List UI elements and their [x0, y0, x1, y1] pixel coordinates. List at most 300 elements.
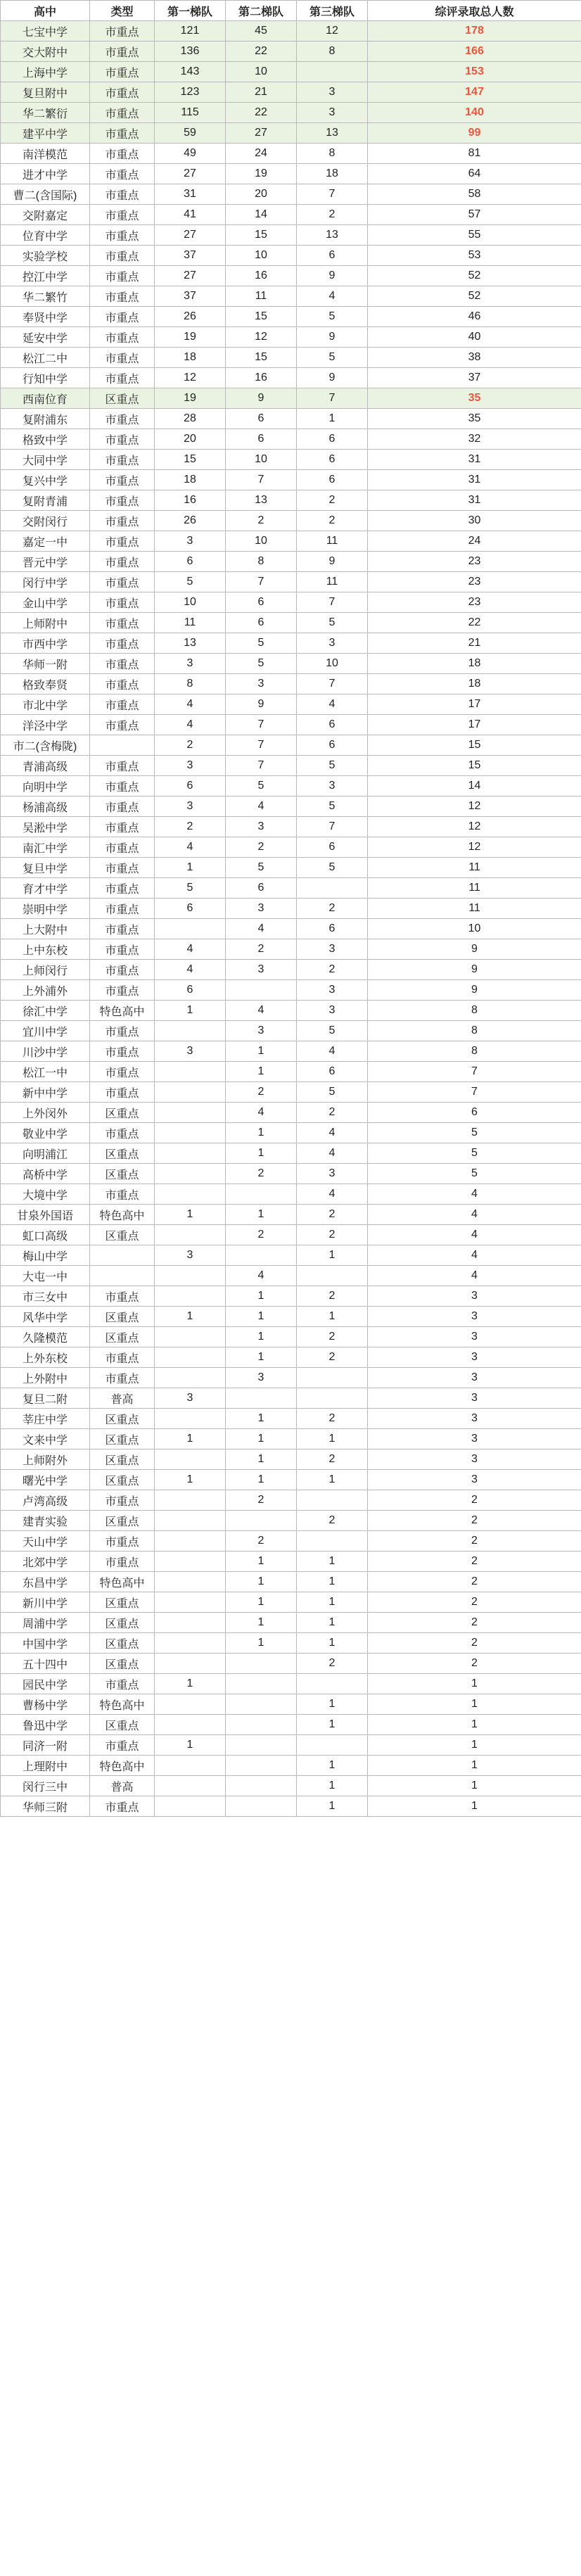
- cell-tier2: 3: [226, 899, 297, 919]
- cell-type: 特色高中: [90, 1694, 155, 1715]
- cell-tier3: 13: [297, 225, 368, 246]
- cell-type: 市重点: [90, 531, 155, 552]
- cell-tier1: [155, 919, 226, 939]
- cell-school: 曹杨中学: [1, 1694, 90, 1715]
- cell-type: 市重点: [90, 450, 155, 470]
- cell-school: 建青实验: [1, 1511, 90, 1531]
- cell-total: 1: [368, 1776, 581, 1796]
- cell-school: 五十四中: [1, 1654, 90, 1674]
- table-row: [1, 613, 581, 633]
- cell-school: 松江二中: [1, 348, 90, 368]
- cell-tier1: [155, 1368, 226, 1388]
- cell-tier3: 6: [297, 919, 368, 939]
- table-header-row: [1, 1, 581, 21]
- cell-type: 市重点: [90, 960, 155, 980]
- cell-total: 9: [368, 939, 581, 960]
- table-row: [1, 633, 581, 654]
- cell-tier1: 10: [155, 592, 226, 613]
- cell-tier3: 6: [297, 246, 368, 266]
- cell-tier2: 7: [226, 756, 297, 776]
- cell-tier2: 1: [226, 1327, 297, 1347]
- cell-type: 市重点: [90, 919, 155, 939]
- table-row: [1, 1205, 581, 1225]
- cell-tier2: 2: [226, 1164, 297, 1184]
- cell-tier3: 2: [297, 1327, 368, 1347]
- cell-tier2: 16: [226, 368, 297, 388]
- cell-school: 园民中学: [1, 1674, 90, 1694]
- cell-school: 徐汇中学: [1, 1001, 90, 1021]
- cell-tier1: 143: [155, 62, 226, 82]
- cell-tier1: 16: [155, 490, 226, 511]
- cell-tier1: [155, 1776, 226, 1796]
- cell-tier2: 45: [226, 21, 297, 42]
- cell-tier1: 6: [155, 980, 226, 1001]
- cell-school: 上大附中: [1, 919, 90, 939]
- cell-type: 市重点: [90, 1123, 155, 1143]
- cell-tier3: 7: [297, 674, 368, 694]
- cell-tier2: [226, 1756, 297, 1776]
- cell-tier2: 10: [226, 531, 297, 552]
- cell-tier1: 49: [155, 144, 226, 164]
- cell-total: 3: [368, 1409, 581, 1429]
- table-row: [1, 266, 581, 286]
- cell-tier3: 6: [297, 715, 368, 735]
- table-row: [1, 164, 581, 184]
- cell-tier1: 13: [155, 633, 226, 654]
- table-row: [1, 572, 581, 592]
- cell-type: 市重点: [90, 164, 155, 184]
- cell-type: 区重点: [90, 1164, 155, 1184]
- cell-total: 1: [368, 1694, 581, 1715]
- cell-total: 52: [368, 286, 581, 307]
- cell-total: 3: [368, 1449, 581, 1470]
- cell-tier3: 1: [297, 1776, 368, 1796]
- table-row: [1, 307, 581, 327]
- cell-school: 北郊中学: [1, 1552, 90, 1572]
- cell-tier1: [155, 1531, 226, 1552]
- cell-tier2: 4: [226, 1001, 297, 1021]
- cell-school: 崇明中学: [1, 899, 90, 919]
- cell-type: 特色高中: [90, 1205, 155, 1225]
- cell-tier3: 6: [297, 735, 368, 756]
- cell-tier1: [155, 1082, 226, 1103]
- cell-tier3: 3: [297, 980, 368, 1001]
- table-row: [1, 1388, 581, 1409]
- cell-school: 文来中学: [1, 1429, 90, 1449]
- cell-type: 区重点: [90, 1511, 155, 1531]
- cell-tier1: 2: [155, 735, 226, 756]
- table-row: [1, 674, 581, 694]
- cell-total: 5: [368, 1164, 581, 1184]
- cell-tier3: 3: [297, 1001, 368, 1021]
- cell-tier3: 1: [297, 1694, 368, 1715]
- cell-tier1: [155, 1225, 226, 1245]
- cell-tier2: 8: [226, 552, 297, 572]
- cell-type: [90, 1266, 155, 1286]
- cell-total: 11: [368, 858, 581, 878]
- cell-tier1: 1: [155, 1307, 226, 1327]
- cell-tier1: [155, 1796, 226, 1817]
- cell-total: 4: [368, 1205, 581, 1225]
- cell-tier1: 19: [155, 327, 226, 348]
- cell-type: 市重点: [90, 776, 155, 797]
- cell-tier3: 1: [297, 409, 368, 429]
- cell-type: 市重点: [90, 1286, 155, 1307]
- cell-type: 市重点: [90, 1082, 155, 1103]
- cell-tier1: [155, 1286, 226, 1307]
- cell-total: 2: [368, 1592, 581, 1613]
- cell-tier2: 3: [226, 817, 297, 837]
- table-row: [1, 715, 581, 735]
- cell-tier3: [297, 1388, 368, 1409]
- cell-type: 市重点: [90, 654, 155, 674]
- table-row: [1, 246, 581, 266]
- cell-tier1: 1: [155, 1001, 226, 1021]
- cell-tier3: 9: [297, 368, 368, 388]
- cell-type: 市重点: [90, 980, 155, 1001]
- cell-type: 市重点: [90, 1531, 155, 1552]
- cell-school: 宜川中学: [1, 1021, 90, 1041]
- cell-tier2: 19: [226, 164, 297, 184]
- cell-tier3: [297, 1266, 368, 1286]
- cell-tier1: 5: [155, 878, 226, 899]
- cell-tier3: 3: [297, 633, 368, 654]
- cell-tier3: 9: [297, 327, 368, 348]
- cell-tier2: 4: [226, 919, 297, 939]
- cell-type: 区重点: [90, 1633, 155, 1654]
- cell-tier2: 6: [226, 429, 297, 450]
- cell-tier3: 4: [297, 286, 368, 307]
- cell-total: 35: [368, 409, 581, 429]
- cell-tier1: 3: [155, 1041, 226, 1062]
- table-row: [1, 1225, 581, 1245]
- cell-tier3: 4: [297, 694, 368, 715]
- cell-tier2: 3: [226, 1368, 297, 1388]
- cell-school: 市二(含梅陇): [1, 735, 90, 756]
- table-row: [1, 1307, 581, 1327]
- cell-school: 大境中学: [1, 1184, 90, 1205]
- table-row: [1, 286, 581, 307]
- cell-tier2: 5: [226, 654, 297, 674]
- cell-type: 市重点: [90, 837, 155, 858]
- cell-school: 风华中学: [1, 1307, 90, 1327]
- cell-type: 市重点: [90, 613, 155, 633]
- cell-tier2: 20: [226, 184, 297, 205]
- table-row: [1, 21, 581, 42]
- cell-tier2: 1: [226, 1062, 297, 1082]
- cell-tier3: 2: [297, 511, 368, 531]
- cell-school: 嘉定一中: [1, 531, 90, 552]
- table-row: [1, 1164, 581, 1184]
- cell-tier1: 6: [155, 899, 226, 919]
- table-row: [1, 1143, 581, 1164]
- cell-school: 上师附中: [1, 613, 90, 633]
- cell-tier2: 10: [226, 450, 297, 470]
- table-row: [1, 1592, 581, 1613]
- cell-total: 3: [368, 1347, 581, 1368]
- table-row: [1, 1449, 581, 1470]
- table-row: [1, 797, 581, 817]
- cell-tier3: 10: [297, 654, 368, 674]
- cell-tier1: 27: [155, 225, 226, 246]
- cell-total: 52: [368, 266, 581, 286]
- cell-type: [90, 1245, 155, 1266]
- cell-tier1: 6: [155, 776, 226, 797]
- cell-total: 2: [368, 1552, 581, 1572]
- cell-type: 普高: [90, 1776, 155, 1796]
- cell-total: 58: [368, 184, 581, 205]
- cell-tier2: 15: [226, 348, 297, 368]
- cell-total: 6: [368, 1103, 581, 1123]
- cell-total: 2: [368, 1633, 581, 1654]
- table-row: [1, 1674, 581, 1694]
- cell-school: 洋泾中学: [1, 715, 90, 735]
- cell-total: 12: [368, 837, 581, 858]
- cell-type: 市重点: [90, 797, 155, 817]
- cell-total: 57: [368, 205, 581, 225]
- cell-school: 同济一附: [1, 1735, 90, 1756]
- cell-tier3: 1: [297, 1756, 368, 1776]
- cell-type: 区重点: [90, 1470, 155, 1490]
- cell-school: 闵行中学: [1, 572, 90, 592]
- cell-total: 37: [368, 368, 581, 388]
- table-row: [1, 1776, 581, 1796]
- cell-total: 99: [368, 123, 581, 144]
- cell-tier3: 2: [297, 490, 368, 511]
- cell-tier2: [226, 1796, 297, 1817]
- cell-tier1: [155, 1266, 226, 1286]
- cell-tier1: 136: [155, 42, 226, 62]
- cell-total: 3: [368, 1327, 581, 1347]
- cell-tier3: 11: [297, 531, 368, 552]
- cell-total: 31: [368, 490, 581, 511]
- cell-tier1: [155, 1592, 226, 1613]
- cell-total: 2: [368, 1531, 581, 1552]
- cell-type: 市重点: [90, 1552, 155, 1572]
- cell-school: 鲁迅中学: [1, 1715, 90, 1735]
- cell-type: 市重点: [90, 246, 155, 266]
- cell-tier1: [155, 1572, 226, 1592]
- cell-total: 21: [368, 633, 581, 654]
- cell-school: 上外东校: [1, 1347, 90, 1368]
- cell-tier3: 3: [297, 939, 368, 960]
- cell-tier3: 1: [297, 1429, 368, 1449]
- cell-tier2: 1: [226, 1409, 297, 1429]
- cell-tier3: 4: [297, 1041, 368, 1062]
- cell-tier2: 9: [226, 388, 297, 409]
- cell-tier1: 28: [155, 409, 226, 429]
- cell-total: 53: [368, 246, 581, 266]
- cell-total: 8: [368, 1001, 581, 1021]
- cell-total: 15: [368, 735, 581, 756]
- cell-school: 华二繁竹: [1, 286, 90, 307]
- cell-total: 15: [368, 756, 581, 776]
- cell-tier3: 1: [297, 1633, 368, 1654]
- cell-tier1: 27: [155, 164, 226, 184]
- cell-type: 市重点: [90, 266, 155, 286]
- table-row: [1, 899, 581, 919]
- cell-total: 12: [368, 817, 581, 837]
- table-row: [1, 225, 581, 246]
- cell-tier1: 1: [155, 858, 226, 878]
- cell-total: 7: [368, 1082, 581, 1103]
- cell-tier3: 4: [297, 1143, 368, 1164]
- cell-tier2: 1: [226, 1205, 297, 1225]
- cell-type: 普高: [90, 1388, 155, 1409]
- table-row: [1, 1001, 581, 1021]
- cell-tier1: [155, 1756, 226, 1776]
- cell-tier3: 2: [297, 899, 368, 919]
- cell-type: 区重点: [90, 1327, 155, 1347]
- cell-type: 市重点: [90, 205, 155, 225]
- cell-tier2: 10: [226, 62, 297, 82]
- cell-total: 5: [368, 1123, 581, 1143]
- cell-tier1: 121: [155, 21, 226, 42]
- cell-school: 东昌中学: [1, 1572, 90, 1592]
- cell-tier1: [155, 1613, 226, 1633]
- cell-total: 1: [368, 1796, 581, 1817]
- cell-type: 市重点: [90, 572, 155, 592]
- table-row: [1, 837, 581, 858]
- cell-tier3: 9: [297, 552, 368, 572]
- cell-type: 市重点: [90, 1021, 155, 1041]
- cell-type: 市重点: [90, 878, 155, 899]
- cell-school: 向明浦江: [1, 1143, 90, 1164]
- cell-total: 140: [368, 103, 581, 123]
- cell-tier1: 26: [155, 511, 226, 531]
- cell-tier2: 1: [226, 1633, 297, 1654]
- cell-tier2: [226, 1654, 297, 1674]
- table-row: [1, 552, 581, 572]
- cell-tier2: 3: [226, 960, 297, 980]
- cell-tier2: [226, 1674, 297, 1694]
- cell-type: 市重点: [90, 858, 155, 878]
- cell-school: 莘庄中学: [1, 1409, 90, 1429]
- cell-type: 市重点: [90, 1062, 155, 1082]
- cell-school: 实验学校: [1, 246, 90, 266]
- cell-tier3: 6: [297, 837, 368, 858]
- cell-type: 区重点: [90, 1225, 155, 1245]
- cell-type: 市重点: [90, 1490, 155, 1511]
- cell-total: 1: [368, 1756, 581, 1776]
- cell-tier3: 4: [297, 1184, 368, 1205]
- cell-tier2: 3: [226, 674, 297, 694]
- cell-type: 市重点: [90, 307, 155, 327]
- cell-tier1: 4: [155, 837, 226, 858]
- table-row: [1, 205, 581, 225]
- cell-tier3: 2: [297, 1654, 368, 1674]
- table-row: [1, 1368, 581, 1388]
- table-row: [1, 429, 581, 450]
- table-row: [1, 348, 581, 368]
- cell-total: 153: [368, 62, 581, 82]
- table-row: [1, 1409, 581, 1429]
- cell-school: 复附青浦: [1, 490, 90, 511]
- cell-type: 市重点: [90, 1674, 155, 1694]
- cell-tier3: 2: [297, 1286, 368, 1307]
- cell-tier3: 5: [297, 613, 368, 633]
- cell-tier1: 123: [155, 82, 226, 103]
- cell-school: 复旦附中: [1, 82, 90, 103]
- cell-tier1: 3: [155, 531, 226, 552]
- cell-school: 格致中学: [1, 429, 90, 450]
- cell-tier1: [155, 1123, 226, 1143]
- cell-tier1: 5: [155, 572, 226, 592]
- table-row: [1, 531, 581, 552]
- cell-type: 区重点: [90, 1449, 155, 1470]
- cell-tier3: [297, 62, 368, 82]
- cell-tier3: 2: [297, 960, 368, 980]
- cell-total: 166: [368, 42, 581, 62]
- cell-type: 市重点: [90, 694, 155, 715]
- table-row: [1, 1429, 581, 1449]
- cell-school: 市北中学: [1, 694, 90, 715]
- cell-type: 特色高中: [90, 1572, 155, 1592]
- cell-tier3: 8: [297, 144, 368, 164]
- table-row: [1, 1694, 581, 1715]
- cell-school: 大同中学: [1, 450, 90, 470]
- cell-tier3: 5: [297, 348, 368, 368]
- column-header-tier1: 第一梯队: [155, 1, 226, 21]
- cell-tier2: 1: [226, 1429, 297, 1449]
- cell-type: 市重点: [90, 511, 155, 531]
- cell-total: 55: [368, 225, 581, 246]
- cell-tier1: [155, 1694, 226, 1715]
- cell-tier1: [155, 1490, 226, 1511]
- cell-total: 3: [368, 1307, 581, 1327]
- cell-school: 川沙中学: [1, 1041, 90, 1062]
- cell-tier3: 1: [297, 1613, 368, 1633]
- cell-tier1: [155, 1552, 226, 1572]
- cell-school: 敬业中学: [1, 1123, 90, 1143]
- cell-tier1: [155, 1062, 226, 1082]
- table-row: [1, 1347, 581, 1368]
- cell-tier2: 6: [226, 613, 297, 633]
- cell-school: 晋元中学: [1, 552, 90, 572]
- cell-total: 1: [368, 1715, 581, 1735]
- cell-tier3: 6: [297, 470, 368, 490]
- cell-tier2: 1: [226, 1286, 297, 1307]
- table-row: [1, 1613, 581, 1633]
- cell-tier3: 5: [297, 1021, 368, 1041]
- cell-type: 市重点: [90, 225, 155, 246]
- cell-type: 市重点: [90, 409, 155, 429]
- cell-total: 9: [368, 980, 581, 1001]
- table-row: [1, 1735, 581, 1756]
- cell-school: 甘泉外国语: [1, 1205, 90, 1225]
- cell-total: 2: [368, 1572, 581, 1592]
- column-header-type: 类型: [90, 1, 155, 21]
- cell-tier1: 1: [155, 1429, 226, 1449]
- cell-tier1: 31: [155, 184, 226, 205]
- table-row: [1, 1123, 581, 1143]
- table-row: [1, 1470, 581, 1490]
- cell-tier1: 3: [155, 797, 226, 817]
- cell-tier3: 4: [297, 1123, 368, 1143]
- cell-total: 35: [368, 388, 581, 409]
- cell-tier3: 2: [297, 1205, 368, 1225]
- cell-type: 市重点: [90, 490, 155, 511]
- cell-tier2: 16: [226, 266, 297, 286]
- cell-tier3: 13: [297, 123, 368, 144]
- cell-type: 特色高中: [90, 1756, 155, 1776]
- cell-tier1: 3: [155, 1388, 226, 1409]
- table-row: [1, 1286, 581, 1307]
- cell-type: 市重点: [90, 144, 155, 164]
- cell-tier3: [297, 1368, 368, 1388]
- cell-school: 华师三附: [1, 1796, 90, 1817]
- cell-total: 24: [368, 531, 581, 552]
